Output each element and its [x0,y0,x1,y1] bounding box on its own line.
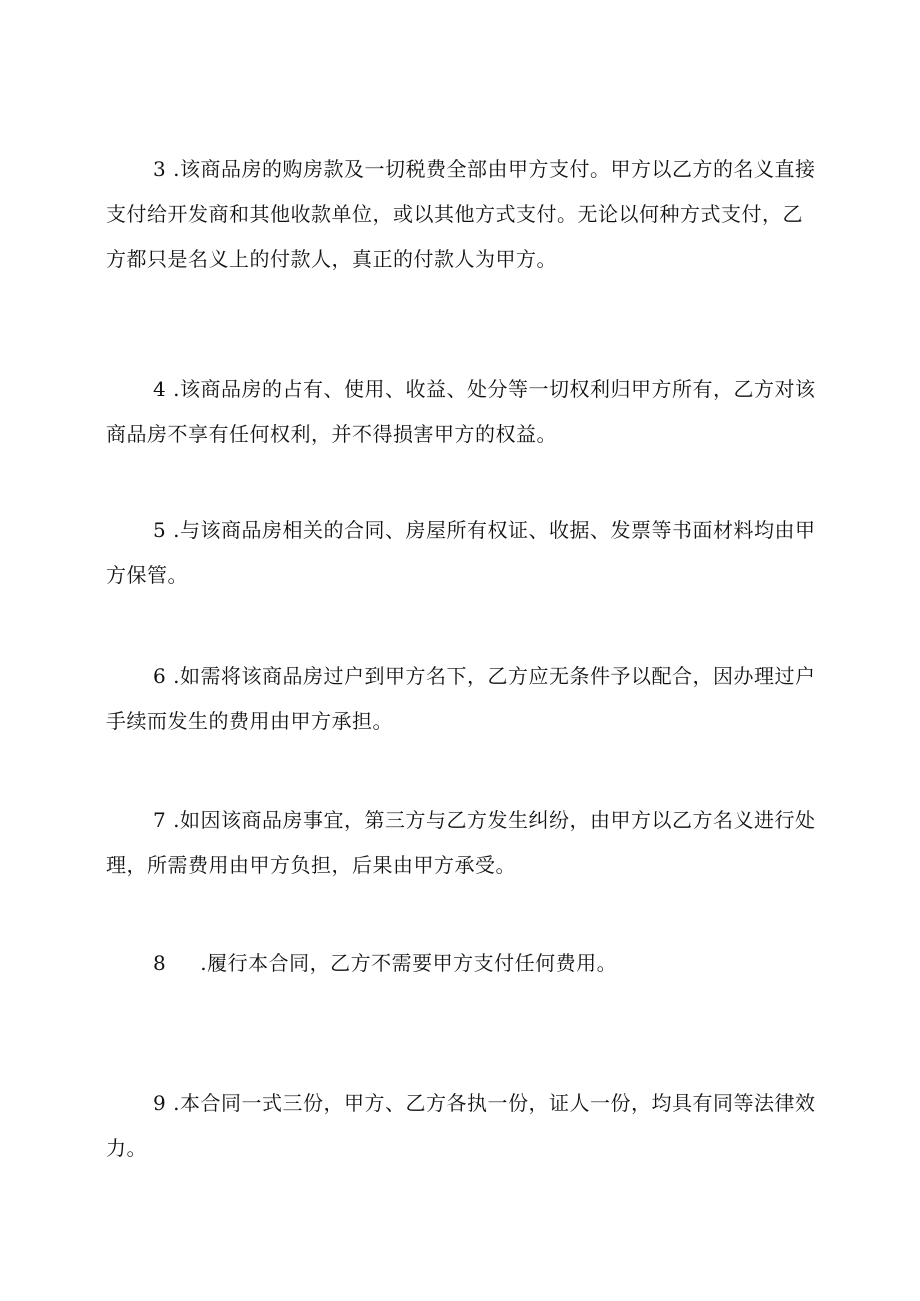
clause-number: 8 [153,951,167,975]
clause-8 [106,941,820,986]
clause-number: 6 [153,664,167,688]
clause-5 [106,508,820,598]
clause-4 [106,367,820,457]
clause-number: 4 [153,377,167,401]
clause-text: .该商品房的占有、使用、收益、处分等一切权利归甲方所有，乙方对该商品房不享有任何权利，并不得损害甲方的权益。 [106,377,816,446]
clause-text: .该商品房的购房款及一切税费全部由甲方支付。甲方以乙方的名义直接支付给开发商和其他收款单位，或以其他方式支付。无论以何种方式支付，乙方都只是名义上的付款人，真正的付款人为甲方。 [106,157,816,271]
clause-number: 7 [153,808,167,832]
clause-text: .履行本合同，乙方不需要甲方支付任何费用。 [200,951,618,975]
clause-6 [106,654,820,744]
clause-text: .本合同一式三份，甲方、乙方各执一份，证人一份，均具有同等法律效力。 [106,1091,816,1160]
clause-text: .如需将该商品房过户到甲方名下，乙方应无条件予以配合，因办理过户手续而发生的费用由甲方承担。 [106,664,816,733]
clause-number: 3 [153,157,167,181]
clause-text: .如因该商品房事宜，第三方与乙方发生纠纷，由甲方以乙方名义进行处理，所需费用由甲方负担，后果由甲方承受。 [106,808,816,877]
clause-text: .与该商品房相关的合同、房屋所有权证、收据、发票等书面材料均由甲方保管。 [106,518,816,587]
clause-number: 9 [153,1091,167,1115]
clause-9 [106,1081,820,1171]
clause-7 [106,798,820,888]
clause-3 [106,147,820,282]
clause-number: 5 [153,518,167,542]
